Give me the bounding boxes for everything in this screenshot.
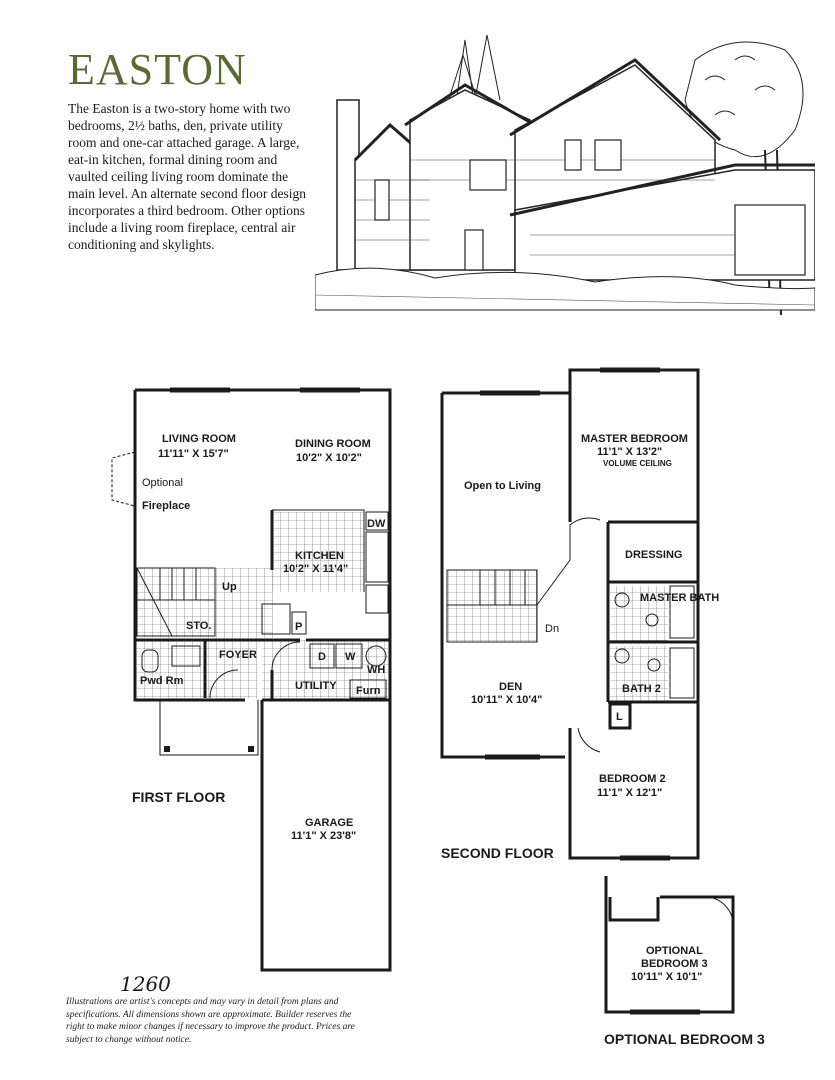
stairs-down-label: Dn (545, 623, 560, 635)
page-title: EASTON (68, 45, 247, 94)
kitchen-dimensions: 10'2" X 11'4" (283, 563, 349, 575)
first-floor-plan (112, 388, 390, 970)
garage-dimensions: 11'1" X 23'8" (291, 830, 357, 842)
optional-bedroom-label-2: BEDROOM 3 (641, 958, 708, 970)
dining-room-dimensions: 10'2" X 10'2" (296, 452, 362, 464)
fireplace-label: Fireplace (142, 500, 191, 512)
powder-room-label: Pwd Rm (140, 675, 184, 687)
master-bedroom-dimensions: 11'1" X 13'2" (597, 446, 663, 458)
second-floor-heading: SECOND FLOOR (441, 845, 554, 861)
optional-bedroom-label-1: OPTIONAL (646, 945, 703, 957)
water-heater-label: WH (367, 664, 386, 676)
washer-label: W (345, 651, 356, 663)
bedroom2-label: BEDROOM 2 (599, 773, 666, 785)
furnace-label: Furn (356, 685, 381, 697)
kitchen-label: KITCHEN (295, 550, 344, 562)
bath2-label: BATH 2 (622, 683, 661, 695)
optional-bedroom-heading: OPTIONAL BEDROOM 3 (604, 1031, 765, 1047)
dining-room-label: DINING ROOM (295, 438, 371, 450)
master-bedroom-label: MASTER BEDROOM (581, 433, 688, 445)
home-description: The Easton is a two-story home with two bedrooms, 2½ baths, den, private utility room and one-car attached garage. A large, eat-in kitchen, formal dining room and vaulted ceiling living room dominate the main level. An alternate second floor design incorporates a third bedroom. Other options include a living room fireplace, central air conditioning and skylights. (68, 101, 307, 252)
optional-bedroom-plan (604, 876, 765, 1047)
linen-label: L (616, 711, 623, 723)
second-floor-plan (441, 368, 719, 861)
optional-bedroom-dimensions: 10'11" X 10'1" (631, 971, 703, 983)
first-floor-heading: FIRST FLOOR (132, 789, 226, 805)
stairs-up-label: Up (222, 581, 237, 593)
disclaimer: Illustrations are artist's concepts and may vary in detail from plans and specifications. All dimensions shown are approximate. Builder reserves the right to make minor changes if necessary to improve the product. Prices are subject to change without notice. (66, 997, 355, 1045)
bedroom2-dimensions: 11'1" X 12'1" (597, 787, 663, 799)
handwritten-note: 1260 (120, 972, 171, 996)
foyer-label: FOYER (219, 649, 257, 661)
dressing-label: DRESSING (625, 549, 683, 561)
garage-label: GARAGE (305, 817, 354, 829)
optional-label: Optional (142, 477, 183, 489)
living-room-label: LIVING ROOM (162, 433, 236, 445)
open-to-living-label: Open to Living (464, 480, 541, 492)
utility-label: UTILITY (295, 680, 337, 692)
master-bath-label: MASTER BATH (640, 592, 720, 604)
den-dimensions: 10'11" X 10'4" (471, 694, 543, 706)
den-label: DEN (499, 681, 523, 693)
pantry-label: P (295, 621, 303, 633)
dw-label: DW (367, 518, 386, 530)
dryer-label: D (318, 651, 326, 663)
volume-ceiling-label: VOLUME CEILING (603, 459, 672, 468)
storage-label: STO. (186, 620, 212, 632)
living-room-dimensions: 11'11" X 15'7" (158, 448, 229, 460)
